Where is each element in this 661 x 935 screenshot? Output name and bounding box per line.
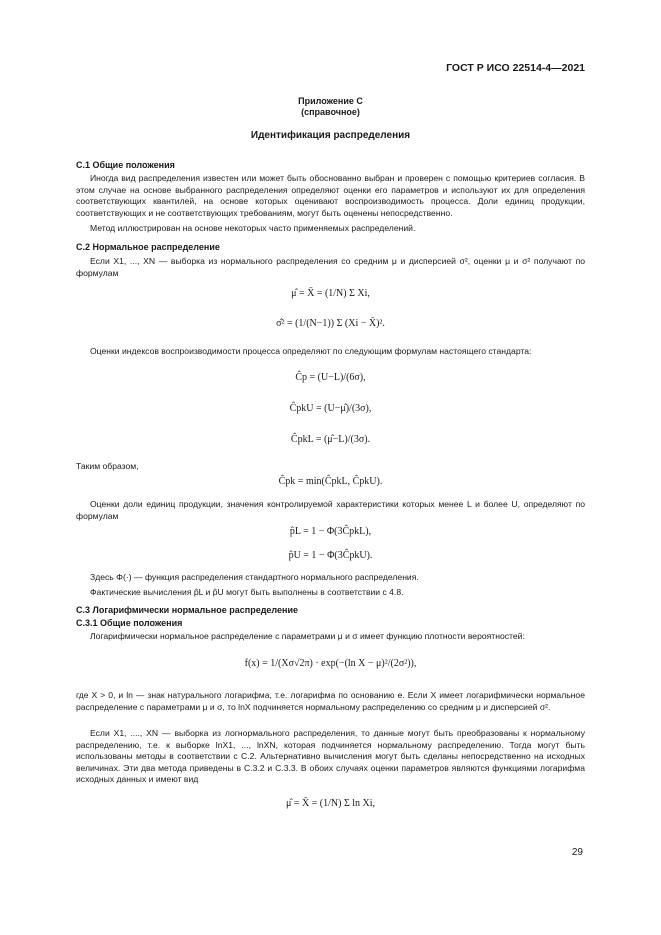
section-c2-calc-note: Фактические вычисления p̂L и p̂U могут быть выполнены в соответствии с 4.8.	[90, 587, 404, 597]
section-c2-title: С.2 Нормальное распределение	[76, 242, 220, 252]
section-c2-proportion-intro: Оценки доли единиц продукции, значения контролируемой характеристики которых менее L и более U, определяют по формулам	[76, 499, 585, 521]
page-number: 29	[571, 847, 583, 858]
formula-pl: p̂L = 1 − Φ(3ĈpkL),	[289, 526, 372, 537]
section-c3-title: С.3 Логарифмически нормальное распределение	[76, 605, 298, 615]
formula-mu-log-estimate: μ̂ = X̄ = (1/N) Σ ln Xi,	[285, 798, 376, 809]
section-c2-indices-intro: Оценки индексов воспроизводимости процесса определяют по следующим формулам настоящего стандарта:	[90, 346, 532, 356]
section-c2-phi-note: Здесь Φ(·) — функция распределения стандартного нормального распределения.	[90, 572, 419, 582]
section-c2-thus: Таким образом,	[76, 461, 139, 471]
section-c1-paragraph: Иногда вид распределения известен или может быть обоснованно выбран и проверен с помощью критериев согласия. В этом случае на основе выбранного распределения определяют оценки его параметров и используют их для определения соответствующих квантилей, на основе которых оценивают воспроизводимость процесса. Доли единиц продукции, соответствующих и не соответствующих требованиям, могут быть оценены непосредственно.	[76, 173, 585, 218]
section-c31-where: где X > 0, и ln — знак натурального логарифма, т.е. логарифма по основанию e. Если X имеет логарифмически нормальное распределение с параметрами μ и σ, то lnX подчиняется нормальному распределению со средним μ и дисперсией σ².	[76, 690, 585, 712]
section-c1-title: С.1 Общие положения	[76, 160, 175, 170]
formula-cp: Ĉp = (U−L)/(6σ),	[295, 372, 366, 383]
section-c31-intro: Логарифмически нормальное распределение с параметрами μ и σ имеет функцию плотности вероятностей:	[90, 631, 525, 641]
formula-mu-estimate: μ̂ = X̄ = (1/N) Σ Xi,	[291, 288, 370, 299]
section-c31-sample: Если X1, ...., XN — выборка из логнормального распределения, то данные могут быть преобразованы к нормальному распределению, т.е. к выборке lnX1, ..., lnXN, которая подчиняется нормальному распределению. Тогда могут быть использованы методы в соответствии с С.2. Альтернативно вычисления могут быть сделаны непосредственно на исходных величинах. Эти два метода приведены в С.3.2 и С.3.3. В обоих случаях оценки параметров являются функциями логарифма исходных данных и имеют вид	[76, 728, 585, 785]
annex-title: Приложение С	[298, 96, 363, 106]
formula-cpkl: ĈpkL = (μ̂−L)/(3σ).	[290, 434, 371, 445]
section-c31-title: С.3.1 Общие положения	[76, 618, 183, 628]
formula-pu: p̂U = 1 − Φ(3ĈpkU).	[288, 550, 373, 561]
section-c2-intro: Если X1, ..., XN — выборка из нормального распределения со средним μ и дисперсией σ², оценки μ и σ² получают по формулам	[76, 256, 585, 278]
formula-sigma-estimate: σ̂² = (1/(N−1)) Σ (Xi − X̄)².	[276, 318, 385, 329]
formula-cpku: ĈpkU = (U−μ̂)/(3σ),	[289, 403, 372, 414]
annex-heading: Идентификация распределения	[250, 130, 411, 141]
annex-subtitle: (справочное)	[301, 107, 360, 117]
document-header: ГОСТ Р ИСО 22514-4—2021	[446, 62, 585, 74]
formula-lognormal-density: f(x) = 1/(Xσ√2π) · exp(−(ln X − μ)²/(2σ²)),	[244, 658, 417, 669]
section-c1-method-note: Метод иллюстрирован на основе некоторых часто применяемых распределений.	[90, 223, 416, 233]
formula-cpk: Ĉpk = min(ĈpkL, ĈpkU).	[278, 476, 383, 487]
